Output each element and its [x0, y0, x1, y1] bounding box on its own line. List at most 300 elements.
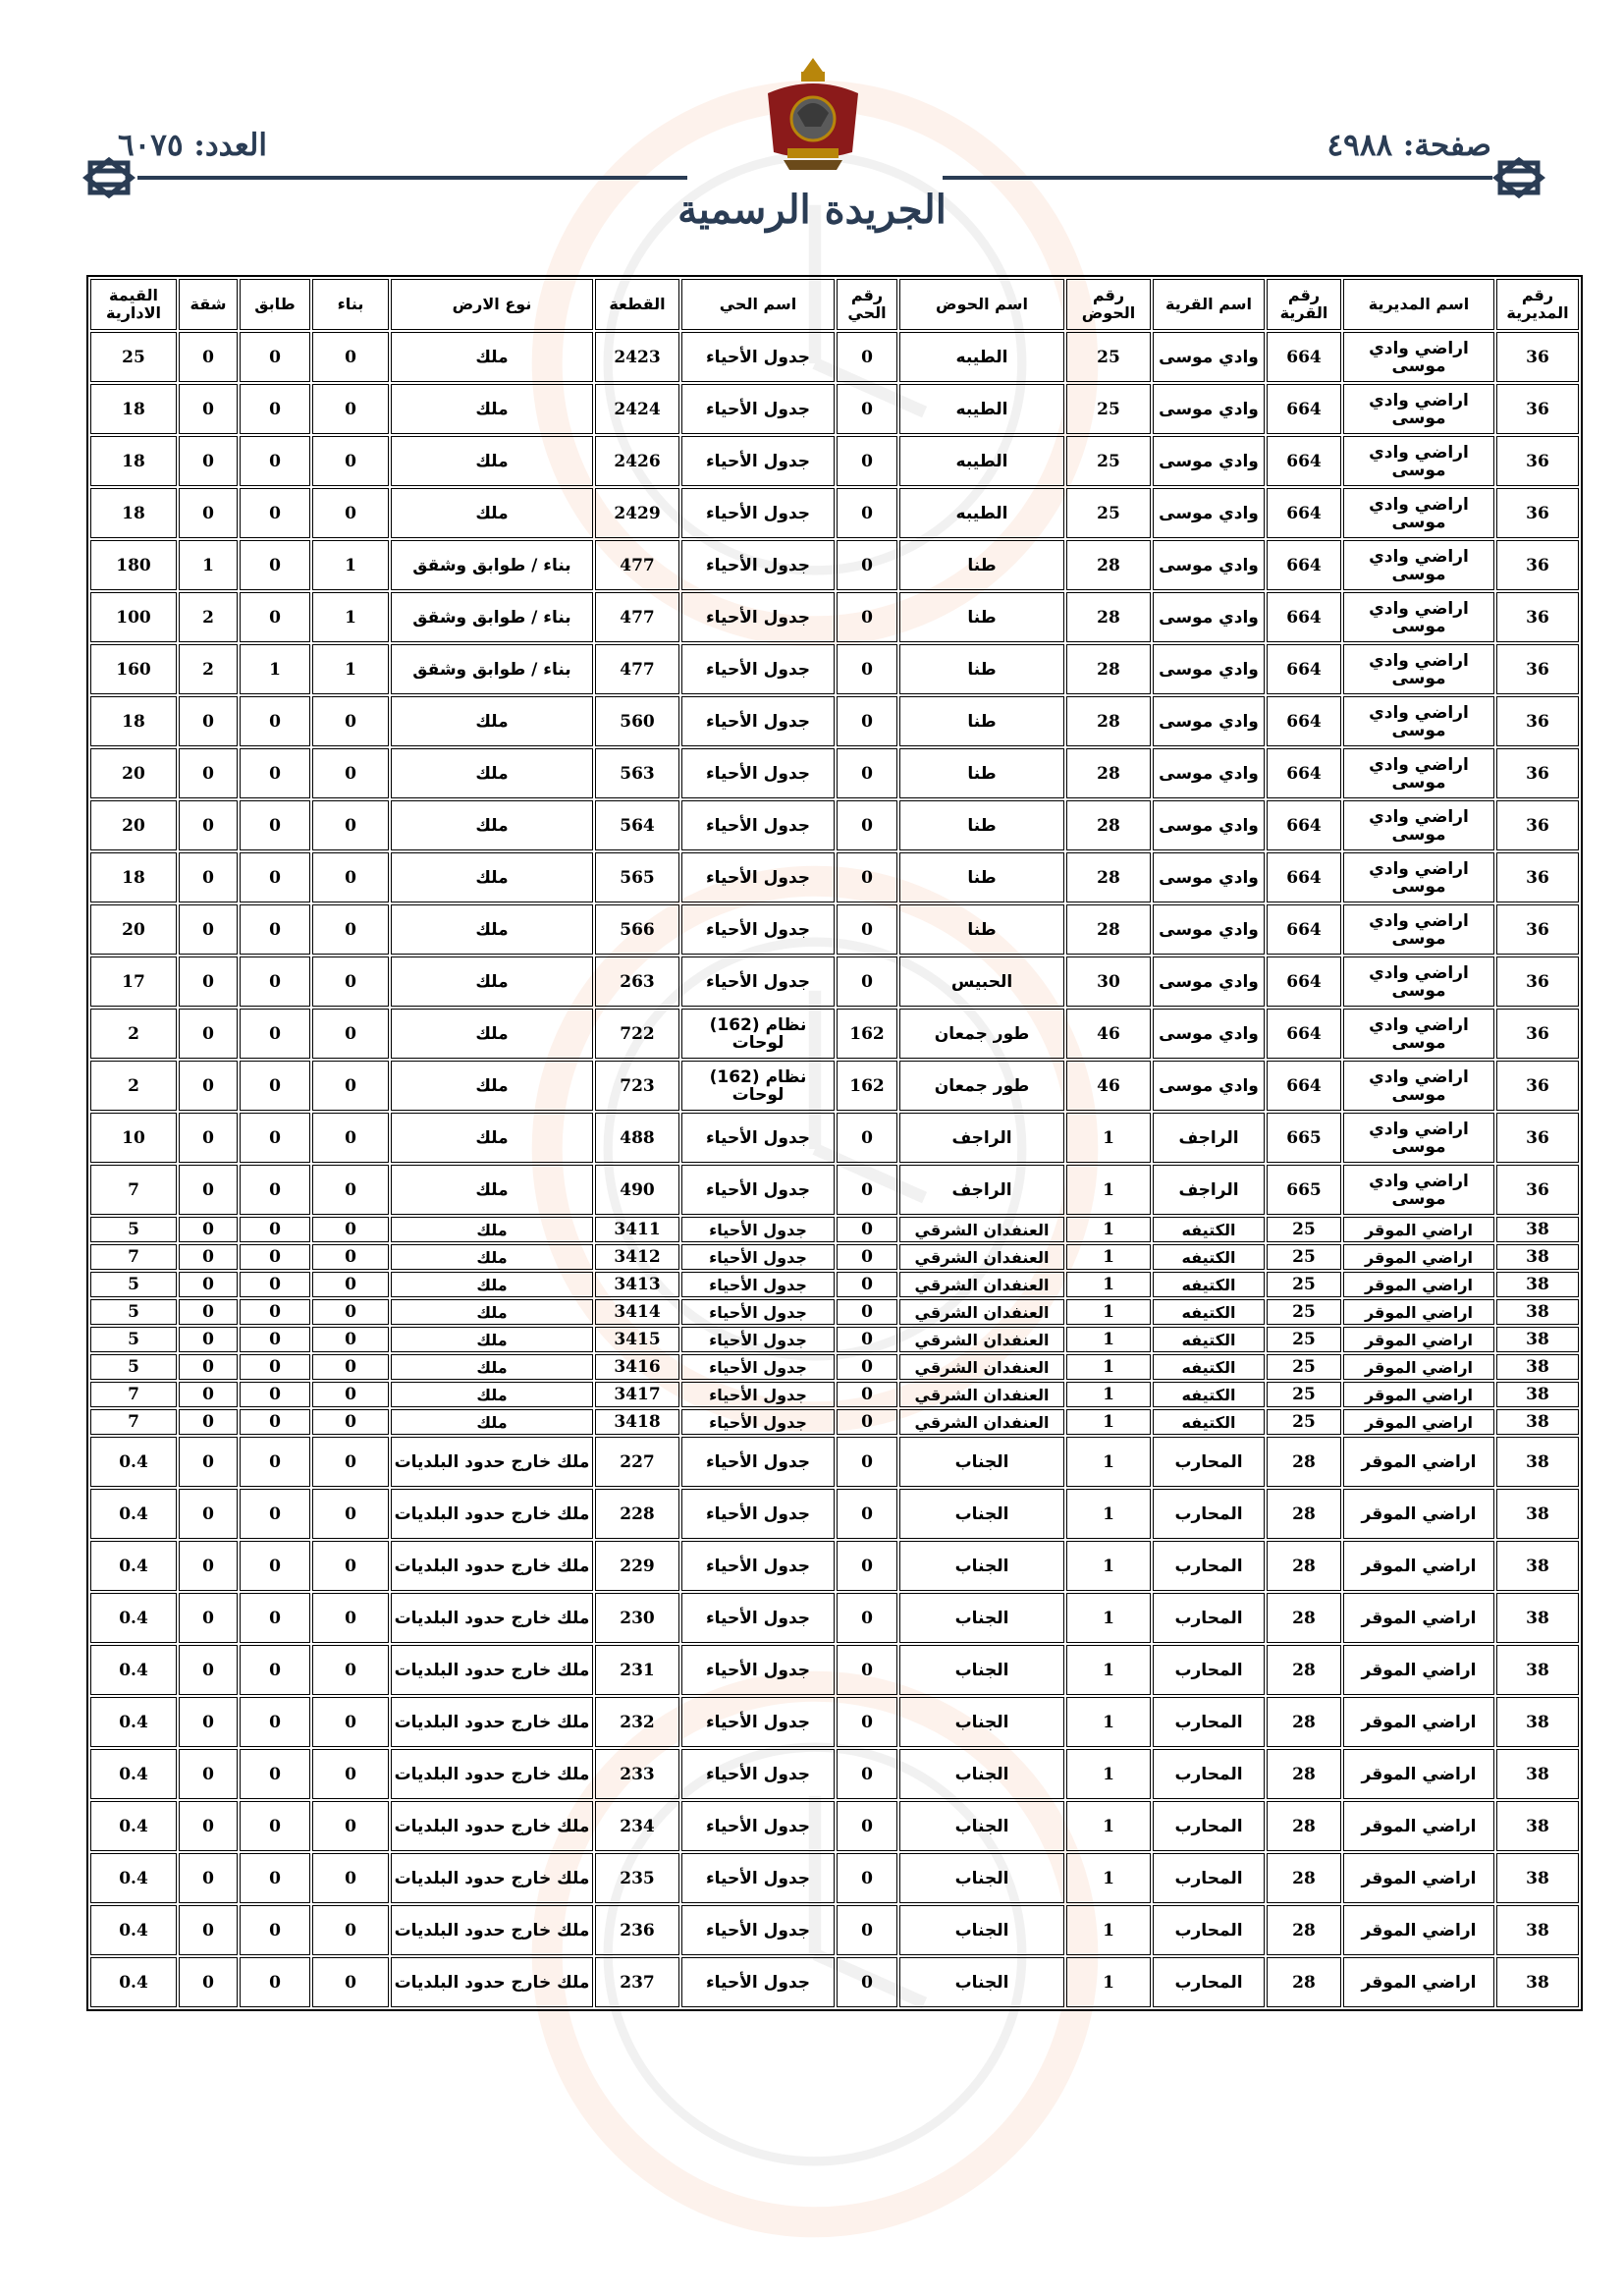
- table-cell: 0: [837, 1327, 897, 1352]
- table-cell: 38: [1496, 1437, 1579, 1487]
- table-cell: الكتيفه: [1153, 1382, 1265, 1407]
- table-cell: 38: [1496, 1244, 1579, 1270]
- table-cell: 20: [90, 800, 177, 850]
- table-cell: ملك: [391, 696, 593, 746]
- table-cell: 7: [90, 1165, 177, 1215]
- table-cell: 0: [240, 1853, 310, 1903]
- table-cell: 1: [312, 540, 389, 590]
- table-cell: 0: [312, 436, 389, 486]
- table-cell: المحارب: [1153, 1801, 1265, 1851]
- table-cell: 2: [90, 1061, 177, 1111]
- table-cell: اراضي وادي موسى: [1343, 904, 1494, 955]
- table-cell: 232: [595, 1697, 679, 1747]
- table-cell: 0: [312, 1801, 389, 1851]
- table-cell: جدول الأحياء: [681, 957, 835, 1007]
- table-cell: 0: [837, 957, 897, 1007]
- table-cell: 36: [1496, 1113, 1579, 1163]
- table-cell: 0: [837, 1272, 897, 1297]
- table-cell: الطيبه: [899, 384, 1064, 434]
- table-cell: جدول الأحياء: [681, 1113, 835, 1163]
- table-cell: 38: [1496, 1697, 1579, 1747]
- table-cell: جدول الأحياء: [681, 1327, 835, 1352]
- table-cell: 0: [179, 1327, 238, 1352]
- table-cell: العنفدان الشرقي: [899, 1299, 1064, 1325]
- table-cell: 0: [179, 1541, 238, 1591]
- table-cell: ملك خارج حدود البلديات: [391, 1593, 593, 1643]
- table-cell: 0: [837, 1593, 897, 1643]
- table-cell: وادي موسى: [1153, 748, 1265, 798]
- table-cell: جدول الأحياء: [681, 1749, 835, 1799]
- table-cell: وادي موسى: [1153, 957, 1265, 1007]
- table-cell: 28: [1066, 748, 1151, 798]
- table-cell: المحارب: [1153, 1697, 1265, 1747]
- table-cell: ملك خارج حدود البلديات: [391, 1645, 593, 1695]
- table-cell: 0: [240, 1489, 310, 1539]
- column-header: رقم الحي: [837, 279, 897, 330]
- table-cell: جدول الأحياء: [681, 1382, 835, 1407]
- table-cell: 3414: [595, 1299, 679, 1325]
- table-cell: ملك: [391, 1244, 593, 1270]
- table-cell: 30: [1066, 957, 1151, 1007]
- table-cell: 36: [1496, 644, 1579, 694]
- table-cell: 7: [90, 1382, 177, 1407]
- table-cell: 0: [240, 488, 310, 538]
- table-cell: 1: [1066, 1489, 1151, 1539]
- table-cell: الجناب: [899, 1801, 1064, 1851]
- table-cell: طنا: [899, 696, 1064, 746]
- table-row: [90, 1217, 1579, 1242]
- table-cell: 38: [1496, 1409, 1579, 1435]
- table-cell: جدول الأحياء: [681, 852, 835, 902]
- table-cell: 664: [1267, 800, 1341, 850]
- table-cell: 38: [1496, 1801, 1579, 1851]
- table-row: [90, 1299, 1579, 1325]
- table-cell: 0.4: [90, 1437, 177, 1487]
- table-cell: ملك: [391, 1382, 593, 1407]
- table-cell: 0: [179, 852, 238, 902]
- table-cell: 1: [1066, 1853, 1151, 1903]
- table-cell: 664: [1267, 696, 1341, 746]
- table-cell: 0: [312, 1409, 389, 1435]
- table-cell: 1: [1066, 1272, 1151, 1297]
- table-cell: 0: [240, 852, 310, 902]
- table-cell: 36: [1496, 540, 1579, 590]
- table-row: [90, 1697, 1579, 1747]
- table-cell: 160: [90, 644, 177, 694]
- table-cell: 2424: [595, 384, 679, 434]
- table-cell: جدول الأحياء: [681, 592, 835, 642]
- table-cell: اراضي وادي موسى: [1343, 384, 1494, 434]
- table-cell: 28: [1066, 852, 1151, 902]
- table-cell: 25: [1267, 1299, 1341, 1325]
- table-cell: 0: [179, 1801, 238, 1851]
- table-cell: 477: [595, 540, 679, 590]
- table-cell: جدول الأحياء: [681, 1593, 835, 1643]
- table-row: [90, 1382, 1579, 1407]
- page-number: صفحة: ٤٩٨٨: [1326, 128, 1491, 163]
- table-cell: 36: [1496, 748, 1579, 798]
- table-cell: ملك: [391, 800, 593, 850]
- table-cell: 0: [312, 1327, 389, 1352]
- table-cell: 0: [240, 1009, 310, 1059]
- table-cell: الجناب: [899, 1593, 1064, 1643]
- column-header: رقم المديرية: [1496, 279, 1579, 330]
- table-cell: 25: [1066, 436, 1151, 486]
- table-cell: 162: [837, 1009, 897, 1059]
- table-cell: ملك: [391, 1354, 593, 1380]
- table-cell: طور جمعان: [899, 1009, 1064, 1059]
- table-cell: 0: [179, 384, 238, 434]
- table-cell: اراضي الموقر: [1343, 1801, 1494, 1851]
- table-cell: 3417: [595, 1382, 679, 1407]
- table-cell: 235: [595, 1853, 679, 1903]
- table-cell: 0: [837, 852, 897, 902]
- table-cell: 0: [837, 1749, 897, 1799]
- table-cell: 0: [837, 1354, 897, 1380]
- table-cell: طنا: [899, 592, 1064, 642]
- table-cell: وادي موسى: [1153, 1009, 1265, 1059]
- table-row: [90, 1541, 1579, 1591]
- table-cell: ملك خارج حدود البلديات: [391, 1489, 593, 1539]
- table-cell: اراضي الموقر: [1343, 1272, 1494, 1297]
- table-row: [90, 1489, 1579, 1539]
- table-cell: اراضي وادي موسى: [1343, 436, 1494, 486]
- table-cell: 25: [1267, 1409, 1341, 1435]
- table-cell: 38: [1496, 1489, 1579, 1539]
- table-row: [90, 696, 1579, 746]
- table-cell: 38: [1496, 1905, 1579, 1955]
- table-cell: 0: [240, 592, 310, 642]
- table-cell: ملك خارج حدود البلديات: [391, 1437, 593, 1487]
- table-cell: الكتيفه: [1153, 1217, 1265, 1242]
- table-cell: 18: [90, 852, 177, 902]
- table-cell: الطيبه: [899, 436, 1064, 486]
- table-cell: 0: [312, 488, 389, 538]
- table-cell: 477: [595, 592, 679, 642]
- table-cell: طنا: [899, 644, 1064, 694]
- table-cell: 0: [240, 1354, 310, 1380]
- table-cell: 0: [179, 1217, 238, 1242]
- table-cell: جدول الأحياء: [681, 488, 835, 538]
- table-cell: طنا: [899, 800, 1064, 850]
- table-row: [90, 852, 1579, 902]
- table-cell: 231: [595, 1645, 679, 1695]
- table-cell: 0: [837, 1409, 897, 1435]
- table-cell: 36: [1496, 852, 1579, 902]
- table-row: [90, 332, 1579, 382]
- table-cell: طنا: [899, 852, 1064, 902]
- table-cell: 664: [1267, 1061, 1341, 1111]
- table-cell: 0: [312, 1382, 389, 1407]
- table-cell: اراضي الموقر: [1343, 1593, 1494, 1643]
- table-cell: طنا: [899, 540, 1064, 590]
- table-cell: الجناب: [899, 1749, 1064, 1799]
- table-cell: اراضي الموقر: [1343, 1957, 1494, 2007]
- table-cell: الراجف: [899, 1113, 1064, 1163]
- table-cell: 0: [240, 1217, 310, 1242]
- table-cell: ملك خارج حدود البلديات: [391, 1541, 593, 1591]
- table-cell: جدول الأحياء: [681, 1409, 835, 1435]
- table-cell: 1: [312, 644, 389, 694]
- table-cell: جدول الأحياء: [681, 748, 835, 798]
- table-cell: الجناب: [899, 1853, 1064, 1903]
- table-cell: المحارب: [1153, 1957, 1265, 2007]
- table-cell: ملك خارج حدود البلديات: [391, 1853, 593, 1903]
- column-header: اسم الحوض: [899, 279, 1064, 330]
- table-cell: اراضي الموقر: [1343, 1905, 1494, 1955]
- table-cell: 0: [240, 1645, 310, 1695]
- table-cell: 0: [240, 748, 310, 798]
- table-cell: 0: [837, 1299, 897, 1325]
- table-cell: 0.4: [90, 1697, 177, 1747]
- table-cell: 0: [179, 1645, 238, 1695]
- table-cell: 38: [1496, 1541, 1579, 1591]
- table-cell: المحارب: [1153, 1437, 1265, 1487]
- table-cell: 36: [1496, 436, 1579, 486]
- table-cell: 477: [595, 644, 679, 694]
- table-cell: 36: [1496, 1165, 1579, 1215]
- table-cell: 28: [1267, 1697, 1341, 1747]
- table-row: [90, 748, 1579, 798]
- table-cell: ملك: [391, 1165, 593, 1215]
- table-cell: 20: [90, 904, 177, 955]
- header-rule-right: [943, 176, 1492, 180]
- table-cell: وادي موسى: [1153, 332, 1265, 382]
- table-cell: 0: [837, 644, 897, 694]
- table-cell: الجناب: [899, 1645, 1064, 1695]
- table-cell: 230: [595, 1593, 679, 1643]
- table-cell: بناء / طوابق وشقق: [391, 540, 593, 590]
- table-cell: 0.4: [90, 1801, 177, 1851]
- table-cell: 0: [837, 800, 897, 850]
- table-cell: 25: [1066, 384, 1151, 434]
- table-cell: 0: [837, 540, 897, 590]
- table-cell: ملك: [391, 1061, 593, 1111]
- table-cell: 227: [595, 1437, 679, 1487]
- table-cell: 0: [240, 1327, 310, 1352]
- table-cell: 0: [312, 748, 389, 798]
- table-cell: 28: [1267, 1489, 1341, 1539]
- table-row: [90, 1957, 1579, 2007]
- table-cell: 1: [1066, 1593, 1151, 1643]
- table-cell: 25: [1267, 1217, 1341, 1242]
- table-row: [90, 1905, 1579, 1955]
- table-row: [90, 1409, 1579, 1435]
- table-cell: اراضي وادي موسى: [1343, 957, 1494, 1007]
- table-cell: طنا: [899, 904, 1064, 955]
- table-cell: 1: [1066, 1697, 1151, 1747]
- table-cell: 0.4: [90, 1489, 177, 1539]
- table-cell: اراضي الموقر: [1343, 1354, 1494, 1380]
- table-cell: اراضي الموقر: [1343, 1327, 1494, 1352]
- table-cell: 0: [240, 1593, 310, 1643]
- table-cell: طنا: [899, 748, 1064, 798]
- table-cell: بناء / طوابق وشقق: [391, 644, 593, 694]
- table-cell: 25: [90, 332, 177, 382]
- table-cell: جدول الأحياء: [681, 1541, 835, 1591]
- table-cell: 0: [179, 1244, 238, 1270]
- table-cell: 28: [1267, 1749, 1341, 1799]
- table-cell: 0: [837, 592, 897, 642]
- table-cell: الجناب: [899, 1437, 1064, 1487]
- table-cell: العنفدان الشرقي: [899, 1382, 1064, 1407]
- table-cell: 38: [1496, 1354, 1579, 1380]
- table-cell: 1: [1066, 1299, 1151, 1325]
- table-cell: 0: [837, 1217, 897, 1242]
- table-cell: 28: [1267, 1437, 1341, 1487]
- column-header: اسم القرية: [1153, 279, 1265, 330]
- table-cell: 564: [595, 800, 679, 850]
- table-cell: 0: [240, 1299, 310, 1325]
- table-cell: 1: [1066, 1749, 1151, 1799]
- table-cell: جدول الأحياء: [681, 1905, 835, 1955]
- table-cell: 0: [179, 1009, 238, 1059]
- table-cell: وادي موسى: [1153, 644, 1265, 694]
- table-cell: 180: [90, 540, 177, 590]
- table-cell: 0: [179, 800, 238, 850]
- table-cell: 0: [240, 1749, 310, 1799]
- table-cell: جدول الأحياء: [681, 644, 835, 694]
- table-cell: جدول الأحياء: [681, 1437, 835, 1487]
- table-cell: 2: [179, 644, 238, 694]
- table-cell: 0: [312, 1217, 389, 1242]
- table-cell: 0: [837, 1541, 897, 1591]
- table-cell: 0: [837, 1645, 897, 1695]
- table-cell: الكتيفه: [1153, 1409, 1265, 1435]
- column-header: القيمة الادارية: [90, 279, 177, 330]
- table-row: [90, 1853, 1579, 1903]
- table-cell: 0: [179, 904, 238, 955]
- table-cell: ملك: [391, 436, 593, 486]
- table-cell: 0.4: [90, 1541, 177, 1591]
- table-cell: ملك: [391, 1327, 593, 1352]
- table-cell: 0: [837, 488, 897, 538]
- table-cell: ملك: [391, 332, 593, 382]
- table-cell: 664: [1267, 748, 1341, 798]
- table-cell: المحارب: [1153, 1853, 1265, 1903]
- table-cell: 566: [595, 904, 679, 955]
- table-cell: 0: [312, 1749, 389, 1799]
- table-cell: 0: [240, 1541, 310, 1591]
- table-cell: 0: [240, 1061, 310, 1111]
- table-cell: جدول الأحياء: [681, 1801, 835, 1851]
- table-cell: 36: [1496, 800, 1579, 850]
- table-cell: الكتيفه: [1153, 1327, 1265, 1352]
- table-cell: 0: [837, 1382, 897, 1407]
- table-cell: 1: [1066, 1645, 1151, 1695]
- table-cell: 10: [90, 1113, 177, 1163]
- table-cell: 0: [179, 1853, 238, 1903]
- table-cell: 0: [240, 957, 310, 1007]
- table-cell: 237: [595, 1957, 679, 2007]
- table-cell: 1: [179, 540, 238, 590]
- table-cell: 28: [1267, 1645, 1341, 1695]
- table-cell: المحارب: [1153, 1593, 1265, 1643]
- table-cell: العنفدان الشرقي: [899, 1244, 1064, 1270]
- table-cell: جدول الأحياء: [681, 332, 835, 382]
- table-cell: 0.4: [90, 1645, 177, 1695]
- table-cell: الكتيفه: [1153, 1272, 1265, 1297]
- table-cell: 0: [179, 696, 238, 746]
- table-cell: العنفدان الشرقي: [899, 1327, 1064, 1352]
- table-cell: بناء / طوابق وشقق: [391, 592, 593, 642]
- table-cell: جدول الأحياء: [681, 904, 835, 955]
- table-cell: 228: [595, 1489, 679, 1539]
- table-cell: المحارب: [1153, 1749, 1265, 1799]
- table-cell: اراضي وادي موسى: [1343, 1009, 1494, 1059]
- table-cell: 560: [595, 696, 679, 746]
- table-cell: 2: [90, 1009, 177, 1059]
- table-row: [90, 1593, 1579, 1643]
- column-header: طابق: [240, 279, 310, 330]
- table-cell: 0: [837, 1905, 897, 1955]
- table-cell: 0: [837, 384, 897, 434]
- table-cell: 3412: [595, 1244, 679, 1270]
- table-cell: 0: [179, 1061, 238, 1111]
- table-cell: 234: [595, 1801, 679, 1851]
- table-row: [90, 957, 1579, 1007]
- column-header: بناء: [312, 279, 389, 330]
- table-cell: 229: [595, 1541, 679, 1591]
- table-cell: 490: [595, 1165, 679, 1215]
- table-cell: اراضي الموقر: [1343, 1217, 1494, 1242]
- table-row: [90, 384, 1579, 434]
- table-cell: 28: [1267, 1593, 1341, 1643]
- table-cell: 263: [595, 957, 679, 1007]
- table-cell: 7: [90, 1409, 177, 1435]
- table-row: [90, 540, 1579, 590]
- table-cell: 0.4: [90, 1593, 177, 1643]
- table-cell: 38: [1496, 1327, 1579, 1352]
- table-cell: 664: [1267, 540, 1341, 590]
- table-cell: 0: [240, 1905, 310, 1955]
- table-cell: 0: [179, 1409, 238, 1435]
- table-cell: 0: [837, 1113, 897, 1163]
- table-cell: 162: [837, 1061, 897, 1111]
- table-cell: الطيبه: [899, 332, 1064, 382]
- column-header: رقم الحوض: [1066, 279, 1151, 330]
- table-cell: 38: [1496, 1853, 1579, 1903]
- table-cell: 2429: [595, 488, 679, 538]
- table-cell: 38: [1496, 1217, 1579, 1242]
- table-cell: اراضي الموقر: [1343, 1409, 1494, 1435]
- table-cell: الجناب: [899, 1489, 1064, 1539]
- table-cell: 36: [1496, 488, 1579, 538]
- table-cell: 25: [1066, 332, 1151, 382]
- table-cell: المحارب: [1153, 1905, 1265, 1955]
- table-cell: جدول الأحياء: [681, 800, 835, 850]
- table-header-row: [90, 279, 1579, 330]
- table-cell: وادي موسى: [1153, 436, 1265, 486]
- table-cell: ملك: [391, 748, 593, 798]
- table-cell: 0: [312, 1244, 389, 1270]
- column-header: نوع الارض: [391, 279, 593, 330]
- table-cell: 28: [1267, 1905, 1341, 1955]
- table-cell: 0: [312, 957, 389, 1007]
- column-header: اسم الحي: [681, 279, 835, 330]
- table-cell: 18: [90, 436, 177, 486]
- table-cell: 0: [240, 1382, 310, 1407]
- table-row: [90, 488, 1579, 538]
- table-cell: 38: [1496, 1299, 1579, 1325]
- table-cell: 723: [595, 1061, 679, 1111]
- table-row: [90, 1165, 1579, 1215]
- table-cell: 665: [1267, 1165, 1341, 1215]
- table-cell: 664: [1267, 332, 1341, 382]
- table-cell: 0: [240, 1272, 310, 1297]
- table-cell: 25: [1066, 488, 1151, 538]
- table-cell: ملك: [391, 1299, 593, 1325]
